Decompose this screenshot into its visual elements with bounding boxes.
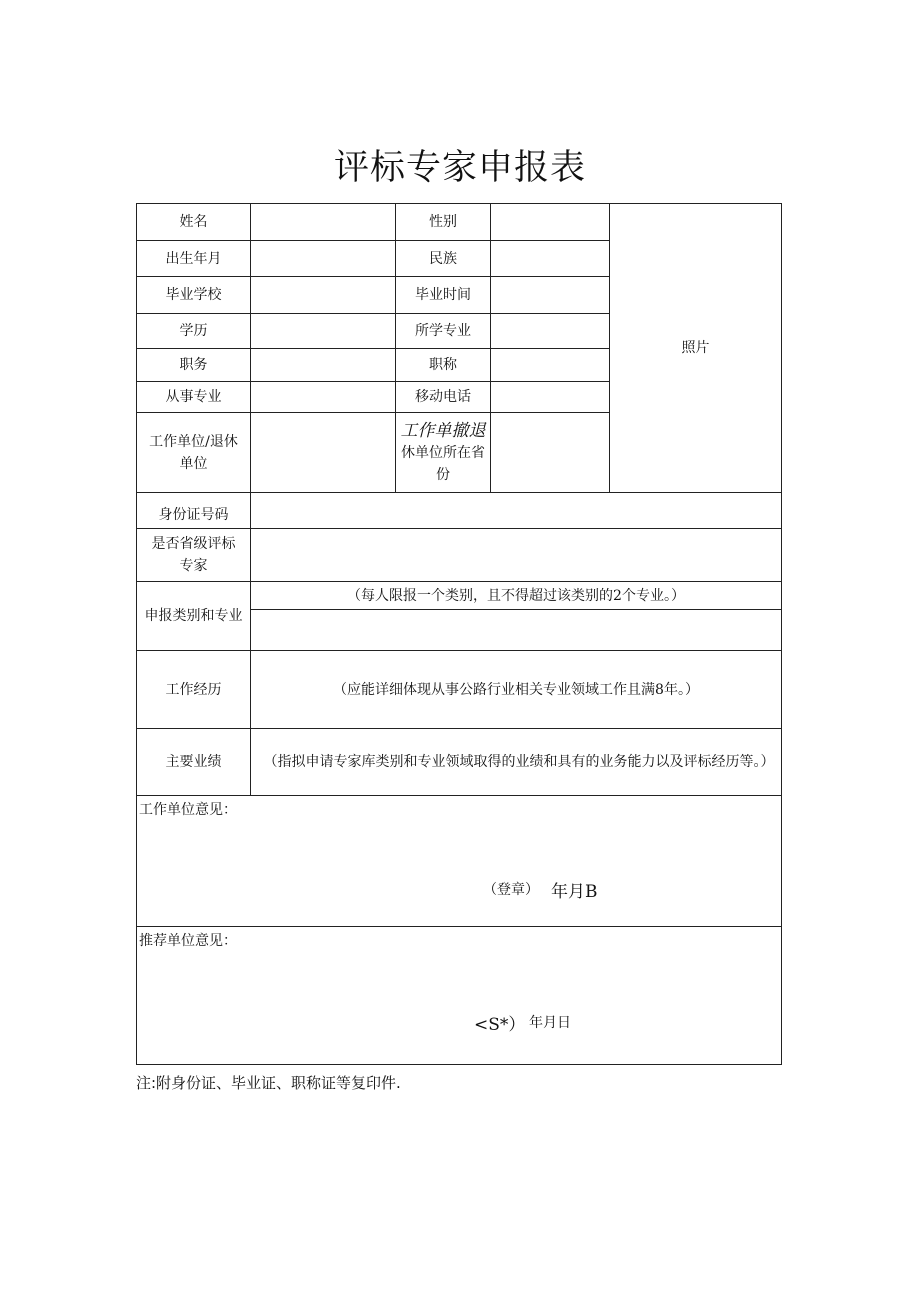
- recommend-opinion-label: 推荐单位意见：: [139, 933, 237, 949]
- photo-box[interactable]: [609, 203, 782, 493]
- label-profession: 从事专业: [136, 381, 251, 413]
- label-achievements: 主要业绩: [136, 728, 251, 796]
- label-grad-time: 毕业时间: [395, 276, 491, 314]
- value-ethnicity[interactable]: [490, 240, 610, 277]
- value-provincial-expert[interactable]: [250, 528, 782, 582]
- label-id-number: 身份证号码: [136, 492, 251, 529]
- label-category: 申报类别和专业: [136, 581, 251, 651]
- value-id-number[interactable]: [250, 492, 782, 529]
- value-profession[interactable]: [250, 381, 396, 413]
- label-school: 毕业学校: [136, 276, 251, 314]
- category-note: （每人限报一个类别，且不得超过该类别的2个专业。）: [250, 581, 782, 610]
- label-birth: 出生年月: [136, 240, 251, 277]
- value-position[interactable]: [250, 348, 396, 382]
- label-education: 学历: [136, 313, 251, 349]
- label-province-line2: 休单位所在省份: [401, 444, 485, 483]
- value-school[interactable]: [250, 276, 396, 314]
- value-name[interactable]: [250, 203, 396, 241]
- work-unit-opinion-label: 工作单位意见：: [139, 802, 237, 818]
- label-experience: 工作经历: [136, 650, 251, 729]
- label-position: 职务: [136, 348, 251, 382]
- value-major[interactable]: [490, 313, 610, 349]
- value-category[interactable]: [250, 609, 782, 651]
- label-job-title: 职称: [395, 348, 491, 382]
- achievements-note: （指拟申请专家库类别和专业领域取得的业绩和具有的业务能力以及评标经历等。）: [263, 754, 775, 770]
- label-provincial-expert: 是否省级评标专家: [136, 528, 251, 582]
- value-work-unit[interactable]: [250, 412, 396, 493]
- value-achievements[interactable]: [250, 728, 782, 796]
- page-title: 评标专家申报表: [333, 148, 586, 188]
- label-major: 所学专业: [395, 313, 491, 349]
- label-photo: 照片: [681, 340, 710, 356]
- value-birth[interactable]: [250, 240, 396, 277]
- work-unit-seal: （登章）: [483, 882, 539, 898]
- value-experience[interactable]: [250, 650, 782, 729]
- value-mobile[interactable]: [490, 381, 610, 413]
- label-province-line1: 工作单撤退: [400, 420, 486, 441]
- application-form: [136, 203, 782, 1065]
- value-education[interactable]: [250, 313, 396, 349]
- label-gender: 性别: [395, 203, 491, 241]
- footer-note: 注:附身份证、毕业证、职称证等复印件.: [136, 1074, 401, 1092]
- label-province: [395, 412, 491, 493]
- label-name: 姓名: [136, 203, 251, 241]
- recommend-date: 年月日: [529, 1015, 571, 1031]
- experience-note: （应能详细体现从事公路行业相关专业领域工作且满8年。）: [333, 681, 699, 698]
- label-work-unit: 工作单位/退休单位: [136, 412, 251, 493]
- recommend-seal: <S*）: [474, 1015, 526, 1035]
- value-job-title[interactable]: [490, 348, 610, 382]
- value-gender[interactable]: [490, 203, 610, 241]
- value-province[interactable]: [490, 412, 610, 493]
- label-ethnicity: 民族: [395, 240, 491, 277]
- work-unit-date: 年月B: [551, 882, 598, 902]
- value-grad-time[interactable]: [490, 276, 610, 314]
- label-mobile: 移动电话: [395, 381, 491, 413]
